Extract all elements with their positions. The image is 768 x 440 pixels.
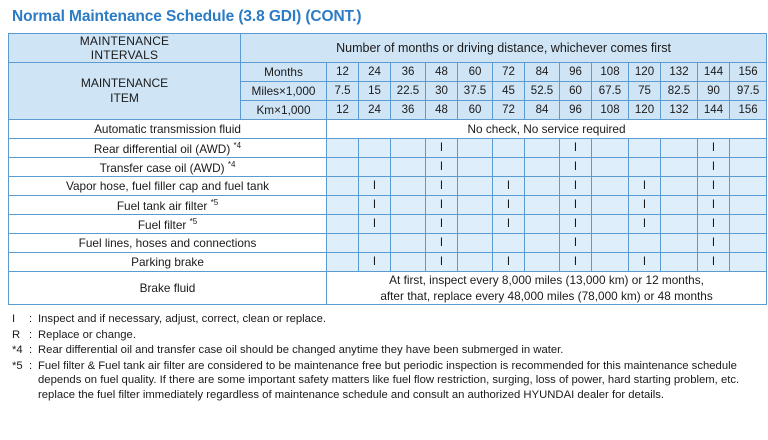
months-value: 12 — [327, 63, 359, 82]
months-value: 156 — [730, 63, 767, 82]
cell-mark — [592, 215, 629, 234]
cell-mark: I — [629, 215, 661, 234]
cell-mark — [391, 215, 426, 234]
row-label-text: Rear differential oil (AWD) — [93, 141, 234, 156]
row-label-text: Fuel tank air filter — [116, 198, 211, 213]
cell-mark: I — [698, 158, 730, 177]
row-label-brake-fluid: Brake fluid — [9, 272, 327, 305]
cell-mark — [730, 234, 767, 253]
cell-mark: I — [698, 234, 730, 253]
months-value: 48 — [426, 63, 458, 82]
interval-header-line1: MAINTENANCE — [79, 34, 170, 48]
cell-mark — [730, 253, 767, 272]
footnote-sep: : — [29, 328, 33, 341]
km-value: 36 — [391, 101, 426, 120]
months-value: 96 — [560, 63, 592, 82]
cell-mark — [592, 139, 629, 158]
cell-mark — [458, 139, 493, 158]
footnote-item — [12, 312, 760, 326]
miles-value: 15 — [359, 82, 391, 101]
km-value: 156 — [730, 101, 767, 120]
km-value: 24 — [359, 101, 391, 120]
table-row — [9, 215, 767, 234]
footnote-text: Fuel filter & Fuel tank air filter are considered to be maintenance free but periodic inspection is recommended for this maintenance schedule depends on fuel quality. If there are some important safety matters like fuel flow restriction, surging, loss of power, hard starting problem, etc. replace the fuel filter immediately regardless of maintenance schedule and consult an authorized HYUNDAI dealer for details. — [38, 360, 740, 401]
miles-value: 90 — [698, 82, 730, 101]
table-row-months — [9, 63, 767, 82]
cell-mark — [493, 139, 525, 158]
cell-mark — [458, 253, 493, 272]
miles-value: 97.5 — [730, 82, 767, 101]
months-value: 36 — [391, 63, 426, 82]
cell-mark — [327, 234, 359, 253]
cell-mark — [327, 177, 359, 196]
table-row — [9, 120, 767, 139]
cell-mark: I — [426, 196, 458, 215]
cell-mark: I — [426, 253, 458, 272]
miles-value: 37.5 — [458, 82, 493, 101]
cell-mark — [525, 177, 560, 196]
row-label-text: Fuel filter — [137, 217, 190, 232]
cell-mark — [592, 253, 629, 272]
page-title: Normal Maintenance Schedule (3.8 GDI) (CONT.) — [12, 8, 362, 25]
cell-mark — [327, 196, 359, 215]
miles-value: 45 — [493, 82, 525, 101]
cell-mark — [629, 234, 661, 253]
interval-header-cell — [9, 34, 241, 63]
cell-mark — [730, 139, 767, 158]
table-row — [9, 272, 767, 305]
footnote-key: R — [12, 328, 21, 341]
months-value: 84 — [525, 63, 560, 82]
brake-note-line2: after that, replace every 48,000 miles (78,000 km) or 48 months — [380, 289, 713, 303]
table-row — [9, 139, 767, 158]
row-label-km: Km×1,000 — [241, 101, 327, 120]
cell-mark — [592, 177, 629, 196]
cell-mark — [458, 177, 493, 196]
footnote-key: *5 — [12, 360, 23, 373]
cell-mark: I — [426, 177, 458, 196]
cell-mark — [525, 139, 560, 158]
cell-mark — [391, 158, 426, 177]
cell-mark: I — [560, 139, 592, 158]
cell-mark — [493, 158, 525, 177]
months-value: 60 — [458, 63, 493, 82]
cell-mark — [458, 196, 493, 215]
row-label-parking-brake: Parking brake — [9, 253, 327, 272]
cell-mark: I — [560, 196, 592, 215]
cell-mark — [661, 253, 698, 272]
cell-mark: I — [629, 253, 661, 272]
cell-mark: I — [698, 177, 730, 196]
miles-value: 30 — [426, 82, 458, 101]
row-label-vapor-hose: Vapor hose, fuel filler cap and fuel tank — [9, 177, 327, 196]
cell-mark — [391, 253, 426, 272]
cell-mark — [327, 158, 359, 177]
cell-mark: I — [426, 139, 458, 158]
table-row — [9, 177, 767, 196]
cell-mark — [525, 253, 560, 272]
cell-mark: I — [493, 253, 525, 272]
km-value: 12 — [327, 101, 359, 120]
row-label-months: Months — [241, 63, 327, 82]
cell-mark — [525, 158, 560, 177]
cell-mark — [661, 234, 698, 253]
cell-mark: I — [560, 215, 592, 234]
miles-value: 67.5 — [592, 82, 629, 101]
months-value: 144 — [698, 63, 730, 82]
table-row — [9, 234, 767, 253]
row-label-transfer-case-oil — [9, 158, 327, 177]
months-value: 108 — [592, 63, 629, 82]
cell-mark — [525, 234, 560, 253]
row-label-rear-differential-oil — [9, 139, 327, 158]
km-value: 60 — [458, 101, 493, 120]
cell-mark — [327, 215, 359, 234]
cell-mark: I — [698, 215, 730, 234]
cell-mark — [391, 196, 426, 215]
km-value: 144 — [698, 101, 730, 120]
cell-mark — [661, 158, 698, 177]
cell-mark — [592, 158, 629, 177]
brake-note-line1: At first, inspect every 8,000 miles (13,000 km) or 12 months, — [389, 273, 704, 287]
cell-mark: I — [560, 177, 592, 196]
cell-mark — [359, 234, 391, 253]
miles-value: 75 — [629, 82, 661, 101]
cell-mark — [629, 158, 661, 177]
row-label-fuel-lines: Fuel lines, hoses and connections — [9, 234, 327, 253]
months-value: 72 — [493, 63, 525, 82]
months-value: 132 — [661, 63, 698, 82]
footnote-sep: : — [29, 360, 33, 373]
km-value: 72 — [493, 101, 525, 120]
cell-mark — [359, 139, 391, 158]
cell-mark — [592, 234, 629, 253]
row-label-automatic-transmission-fluid: Automatic transmission fluid — [9, 120, 327, 139]
km-value: 84 — [525, 101, 560, 120]
cell-mark — [391, 234, 426, 253]
footnote-ref: *4 — [233, 140, 242, 150]
columns-header: Number of months or driving distance, whichever comes first — [241, 34, 767, 63]
footnote-sep: : — [29, 344, 33, 357]
cell-mark — [493, 234, 525, 253]
cell-mark — [592, 196, 629, 215]
miles-value: 7.5 — [327, 82, 359, 101]
cell-mark — [391, 177, 426, 196]
row-note-automatic-transmission-fluid: No check, No service required — [327, 120, 767, 139]
cell-mark: I — [560, 234, 592, 253]
cell-mark: I — [359, 253, 391, 272]
km-value: 108 — [592, 101, 629, 120]
km-value: 96 — [560, 101, 592, 120]
cell-mark — [730, 215, 767, 234]
cell-mark — [661, 196, 698, 215]
cell-mark: I — [698, 196, 730, 215]
table-row — [9, 158, 767, 177]
footnote-ref: *5 — [210, 197, 219, 207]
footnote-key: I — [12, 313, 16, 325]
table-row — [9, 253, 767, 272]
cell-mark: I — [359, 196, 391, 215]
cell-mark — [661, 215, 698, 234]
footnote-text: Rear differential oil and transfer case oil should be changed anytime they have been submerged in water. — [38, 344, 564, 357]
footnote-item — [12, 328, 760, 342]
row-label-fuel-filter — [9, 215, 327, 234]
footnote-ref: *4 — [227, 159, 236, 169]
cell-mark — [458, 234, 493, 253]
item-header-line2: ITEM — [110, 91, 139, 105]
cell-mark: I — [493, 215, 525, 234]
cell-mark: I — [359, 215, 391, 234]
km-value: 120 — [629, 101, 661, 120]
item-header-cell — [9, 63, 241, 120]
months-value: 24 — [359, 63, 391, 82]
cell-mark — [730, 158, 767, 177]
footnote-sep: : — [29, 313, 33, 325]
maintenance-schedule-table — [8, 33, 767, 305]
miles-value: 52.5 — [525, 82, 560, 101]
cell-mark: I — [560, 253, 592, 272]
months-value: 120 — [629, 63, 661, 82]
table-row — [9, 196, 767, 215]
cell-mark — [359, 158, 391, 177]
cell-mark: I — [359, 177, 391, 196]
cell-mark — [391, 139, 426, 158]
row-label-fuel-tank-air-filter — [9, 196, 327, 215]
cell-mark — [458, 215, 493, 234]
footnote-key: *4 — [12, 344, 23, 357]
footnote-text: Replace or change. — [38, 328, 136, 341]
cell-mark: I — [493, 196, 525, 215]
cell-mark — [327, 139, 359, 158]
cell-mark — [327, 253, 359, 272]
cell-mark — [525, 215, 560, 234]
footnote-ref: *5 — [189, 216, 198, 226]
row-note-brake-fluid — [327, 272, 767, 305]
table-header-row-intervals — [9, 34, 767, 63]
interval-header-line2: INTERVALS — [90, 48, 159, 62]
item-header-line1: MAINTENANCE — [80, 76, 169, 90]
km-value: 132 — [661, 101, 698, 120]
cell-mark: I — [560, 158, 592, 177]
row-label-miles: Miles×1,000 — [241, 82, 327, 101]
cell-mark: I — [426, 234, 458, 253]
cell-mark: I — [698, 139, 730, 158]
cell-mark: I — [629, 196, 661, 215]
cell-mark: I — [698, 253, 730, 272]
footnote-item — [12, 359, 760, 402]
cell-mark: I — [426, 158, 458, 177]
cell-mark — [661, 139, 698, 158]
km-value: 48 — [426, 101, 458, 120]
miles-value: 60 — [560, 82, 592, 101]
miles-value: 22.5 — [391, 82, 426, 101]
footnote-item — [12, 343, 760, 357]
cell-mark — [730, 177, 767, 196]
cell-mark: I — [629, 177, 661, 196]
footnote-text: Inspect and if necessary, adjust, correct, clean or replace. — [38, 313, 327, 325]
miles-value: 82.5 — [661, 82, 698, 101]
cell-mark: I — [426, 215, 458, 234]
cell-mark — [525, 196, 560, 215]
row-label-text: Transfer case oil (AWD) — [99, 160, 228, 175]
cell-mark — [661, 177, 698, 196]
cell-mark — [629, 139, 661, 158]
cell-mark — [730, 196, 767, 215]
cell-mark — [458, 158, 493, 177]
footnotes — [12, 312, 760, 402]
cell-mark: I — [493, 177, 525, 196]
